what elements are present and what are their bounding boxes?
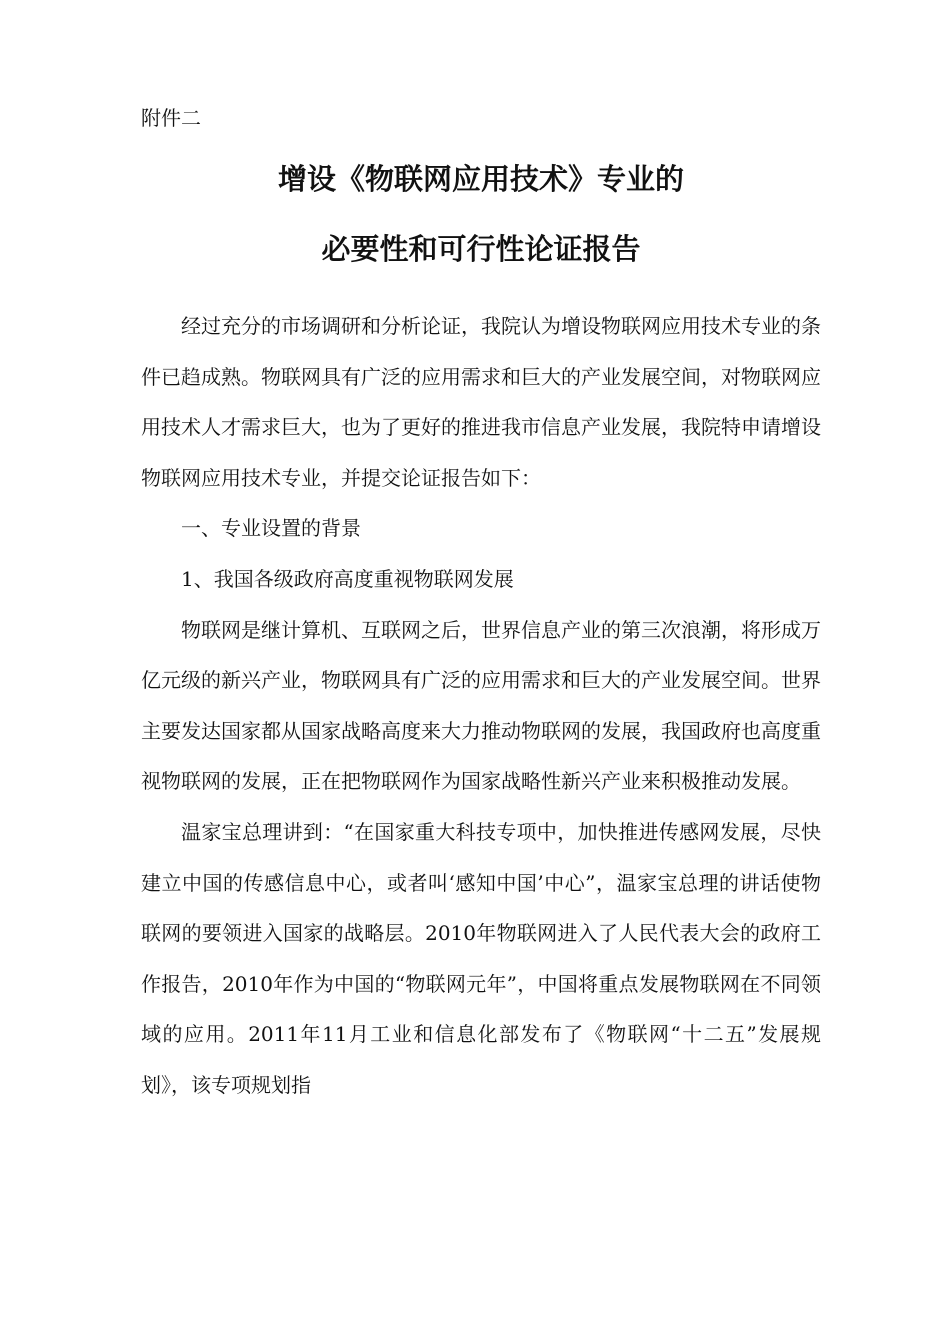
title-line-1: 增设《物联网应用技术》专业的 <box>277 162 684 196</box>
annex-label: 附件二 <box>141 106 201 130</box>
title-line-2: 必要性和可行性论证报告 <box>321 232 641 266</box>
intro-paragraph: 经过充分的市场调研和分析论证，我院认为增设物联网应用技术专业的条件已趋成熟。物联网具有广泛的应用需求和巨大的产业发展空间，对物联网应用技术人才需求巨大，也为了更好的推进我市信息产业发展，我院特申请增设物联网应用技术专业，并提交论证报告如下： <box>141 314 821 490</box>
section-heading: 一、专业设置的背景 <box>181 516 361 541</box>
body-paragraph: 物联网是继计算机、互联网之后，世界信息产业的第三次浪潮，将形成万亿元级的新兴产业，物联网具有广泛的应用需求和巨大的产业发展空间。世界主要发达国家都从国家战略高度来大力推动物联网的发展，我国政府也高度重视物联网的发展，正在把物联网作为国家战略性新兴产业来积极推动发展。 <box>141 617 821 794</box>
body-paragraph: 温家宝总理讲到：“在国家重大科技专项中，加快推进传感网发展，尽快建立中国的传感信息中心，或者叫‘感知中国’中心”，温家宝总理的讲话使物联网的要领进入国家的战略层。2010年物联网进入了人民代表大会的政府工作报告，2010年作为中国的“物联网元年”，中国将重点发展物联网在不同领域的应用。2011年11月工业和信息化部发布了《物联网“十二五”发展规划》，该专项规划指 <box>141 819 821 1097</box>
body-text <box>141 301 821 1111</box>
subsection-heading: 1、我国各级政府高度重视物联网发展 <box>181 566 514 591</box>
